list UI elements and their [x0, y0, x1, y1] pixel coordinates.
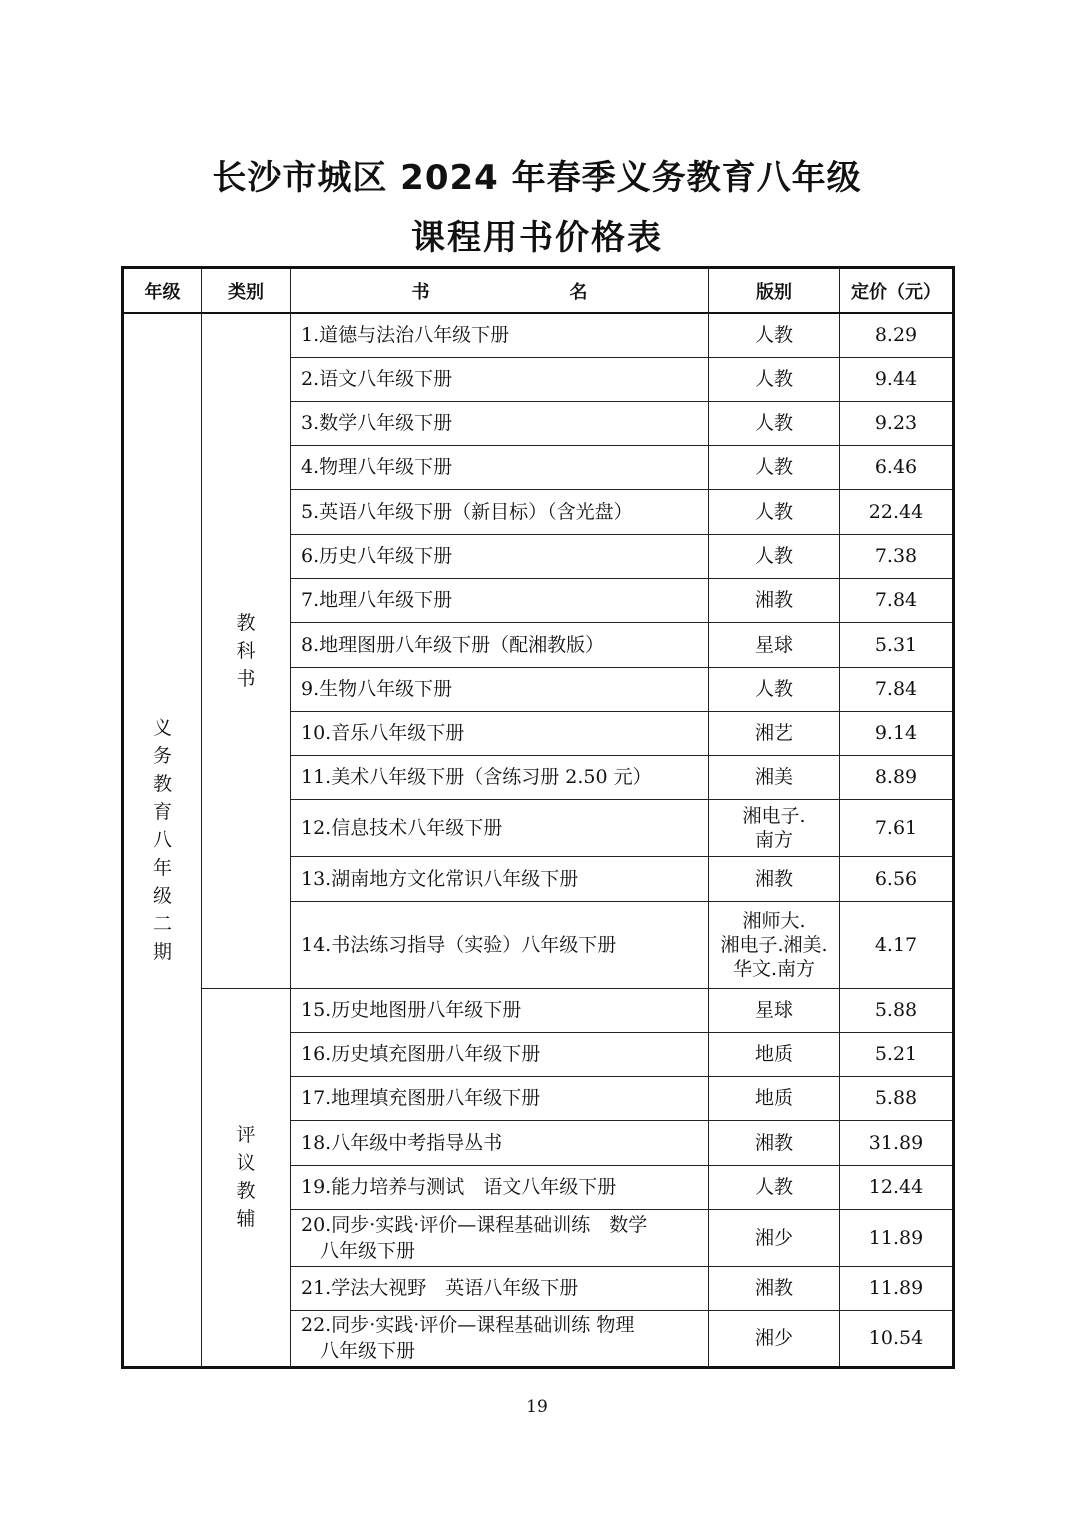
- book-name-cell: [291, 1209, 709, 1266]
- price-cell: 7.38: [840, 534, 954, 578]
- grade-char: 二: [152, 912, 172, 935]
- book-name-cell: 15.历史地图册八年级下册: [291, 988, 709, 1032]
- publisher-line: 南方: [754, 828, 793, 851]
- price-cell: 5.21: [840, 1032, 954, 1076]
- publisher-cell: 湘教: [709, 1120, 840, 1165]
- price-cell: 31.89: [840, 1120, 954, 1165]
- page-number: 19: [526, 1397, 548, 1417]
- price-cell: 6.46: [840, 445, 954, 489]
- price-cell: 6.56: [840, 856, 954, 901]
- book-name-cell: 13.湖南地方文化常识八年级下册: [291, 856, 709, 901]
- category-char: 教: [236, 1180, 256, 1202]
- book-name-cell: 5.英语八年级下册（新目标）（含光盘）: [291, 489, 709, 534]
- book-name-line: 八年级下册: [301, 1340, 416, 1362]
- book-name-cell: 14.书法练习指导（实验）八年级下册: [291, 901, 709, 988]
- price-cell: 4.17: [840, 901, 954, 988]
- publisher-line: 华文.南方: [732, 957, 816, 980]
- price-cell: 8.89: [840, 755, 954, 799]
- price-cell: 5.31: [840, 622, 954, 667]
- price-cell: 5.88: [840, 1076, 954, 1120]
- book-name-line: 20.同步·实践·评价—课程基础训练 数学: [301, 1213, 648, 1236]
- publisher-cell: 湘教: [709, 1266, 840, 1310]
- publisher-cell: 星球: [709, 622, 840, 667]
- price-cell: 22.44: [840, 489, 954, 534]
- price-cell: 11.89: [840, 1209, 954, 1266]
- header-grade: 年级: [123, 268, 202, 314]
- book-name-cell: 7.地理八年级下册: [291, 578, 709, 622]
- publisher-cell: 湘美: [709, 755, 840, 799]
- publisher-cell: 人教: [709, 667, 840, 711]
- book-name-cell: 9.生物八年级下册: [291, 667, 709, 711]
- grade-char: 义: [152, 716, 172, 739]
- price-cell: 9.23: [840, 401, 954, 445]
- publisher-cell: 人教: [709, 401, 840, 445]
- publisher-cell: 湘教: [709, 578, 840, 622]
- price-cell: 9.14: [840, 711, 954, 755]
- price-cell: 11.89: [840, 1266, 954, 1310]
- price-table: [121, 266, 955, 1369]
- book-name-line: 22.同步·实践·评价—课程基础训练 物理: [301, 1314, 635, 1336]
- category-char: 辅: [236, 1208, 256, 1230]
- grade-cell: [123, 313, 202, 1367]
- book-name-cell: 21.学法大视野 英语八年级下册: [291, 1266, 709, 1310]
- publisher-cell: 湘艺: [709, 711, 840, 755]
- book-name-cell: 2.语文八年级下册: [291, 357, 709, 401]
- publisher-line: 湘电子.湘美.: [720, 933, 828, 956]
- grade-char: 育: [152, 800, 172, 823]
- document-title-line1: 长沙市城区 2024 年春季义务教育八年级: [212, 158, 862, 198]
- table-row: [123, 313, 954, 357]
- price-cell: 7.84: [840, 667, 954, 711]
- book-name-cell: 16.历史填充图册八年级下册: [291, 1032, 709, 1076]
- category-char: 评: [236, 1124, 256, 1146]
- publisher-cell: 人教: [709, 445, 840, 489]
- grade-char: 级: [152, 884, 172, 907]
- price-cell: 8.29: [840, 313, 954, 357]
- book-name-cell: 11.美术八年级下册（含练习册 2.50 元）: [291, 755, 709, 799]
- category-supplement-cell: [202, 988, 291, 1367]
- publisher-cell: 人教: [709, 534, 840, 578]
- publisher-cell: 星球: [709, 988, 840, 1032]
- category-char: 科: [236, 639, 256, 662]
- book-name-cell: 10.音乐八年级下册: [291, 711, 709, 755]
- category-char: 议: [236, 1152, 256, 1174]
- book-name-cell: 4.物理八年级下册: [291, 445, 709, 489]
- document-title-line2: 课程用书价格表: [411, 218, 663, 258]
- grade-char: 教: [152, 772, 172, 795]
- book-name-cell: 8.地理图册八年级下册（配湘教版）: [291, 622, 709, 667]
- price-cell: 5.88: [840, 988, 954, 1032]
- book-name-cell: 12.信息技术八年级下册: [291, 799, 709, 856]
- grade-char: 期: [152, 940, 172, 963]
- publisher-line: 湘师大.: [742, 909, 806, 932]
- grade-char: 务: [152, 744, 172, 767]
- book-name-cell: 3.数学八年级下册: [291, 401, 709, 445]
- header-book-name: 书 名: [291, 268, 709, 314]
- publisher-cell: [709, 799, 840, 856]
- publisher-cell: 人教: [709, 489, 840, 534]
- publisher-cell: 人教: [709, 313, 840, 357]
- price-cell: 7.84: [840, 578, 954, 622]
- price-cell: 12.44: [840, 1165, 954, 1209]
- publisher-line: 湘电子.: [742, 804, 806, 827]
- price-cell: 9.44: [840, 357, 954, 401]
- header-publisher: 版别: [709, 268, 840, 314]
- header-category: 类别: [202, 268, 291, 314]
- price-cell: 7.61: [840, 799, 954, 856]
- price-cell: 10.54: [840, 1310, 954, 1367]
- table-header-row: [123, 268, 954, 314]
- book-name-cell: 6.历史八年级下册: [291, 534, 709, 578]
- book-name-cell: 18.八年级中考指导丛书: [291, 1120, 709, 1165]
- header-price: 定价（元）: [840, 268, 954, 314]
- table-row: [123, 988, 954, 1032]
- category-textbook-cell: [202, 313, 291, 988]
- publisher-cell: 地质: [709, 1032, 840, 1076]
- book-name-cell: 19.能力培养与测试 语文八年级下册: [291, 1165, 709, 1209]
- publisher-cell: 湘教: [709, 856, 840, 901]
- category-char: 书: [236, 667, 256, 690]
- publisher-cell: 湘少: [709, 1209, 840, 1266]
- publisher-cell: 湘少: [709, 1310, 840, 1367]
- publisher-cell: 人教: [709, 1165, 840, 1209]
- book-name-cell: 1.道德与法治八年级下册: [291, 313, 709, 357]
- category-char: 教: [236, 611, 256, 634]
- book-name-line: 八年级下册: [301, 1239, 416, 1262]
- publisher-cell: [709, 901, 840, 988]
- grade-char: 年: [152, 856, 172, 879]
- book-name-cell: [291, 1310, 709, 1367]
- publisher-cell: 人教: [709, 357, 840, 401]
- grade-char: 八: [152, 828, 172, 851]
- book-name-cell: 17.地理填充图册八年级下册: [291, 1076, 709, 1120]
- publisher-cell: 地质: [709, 1076, 840, 1120]
